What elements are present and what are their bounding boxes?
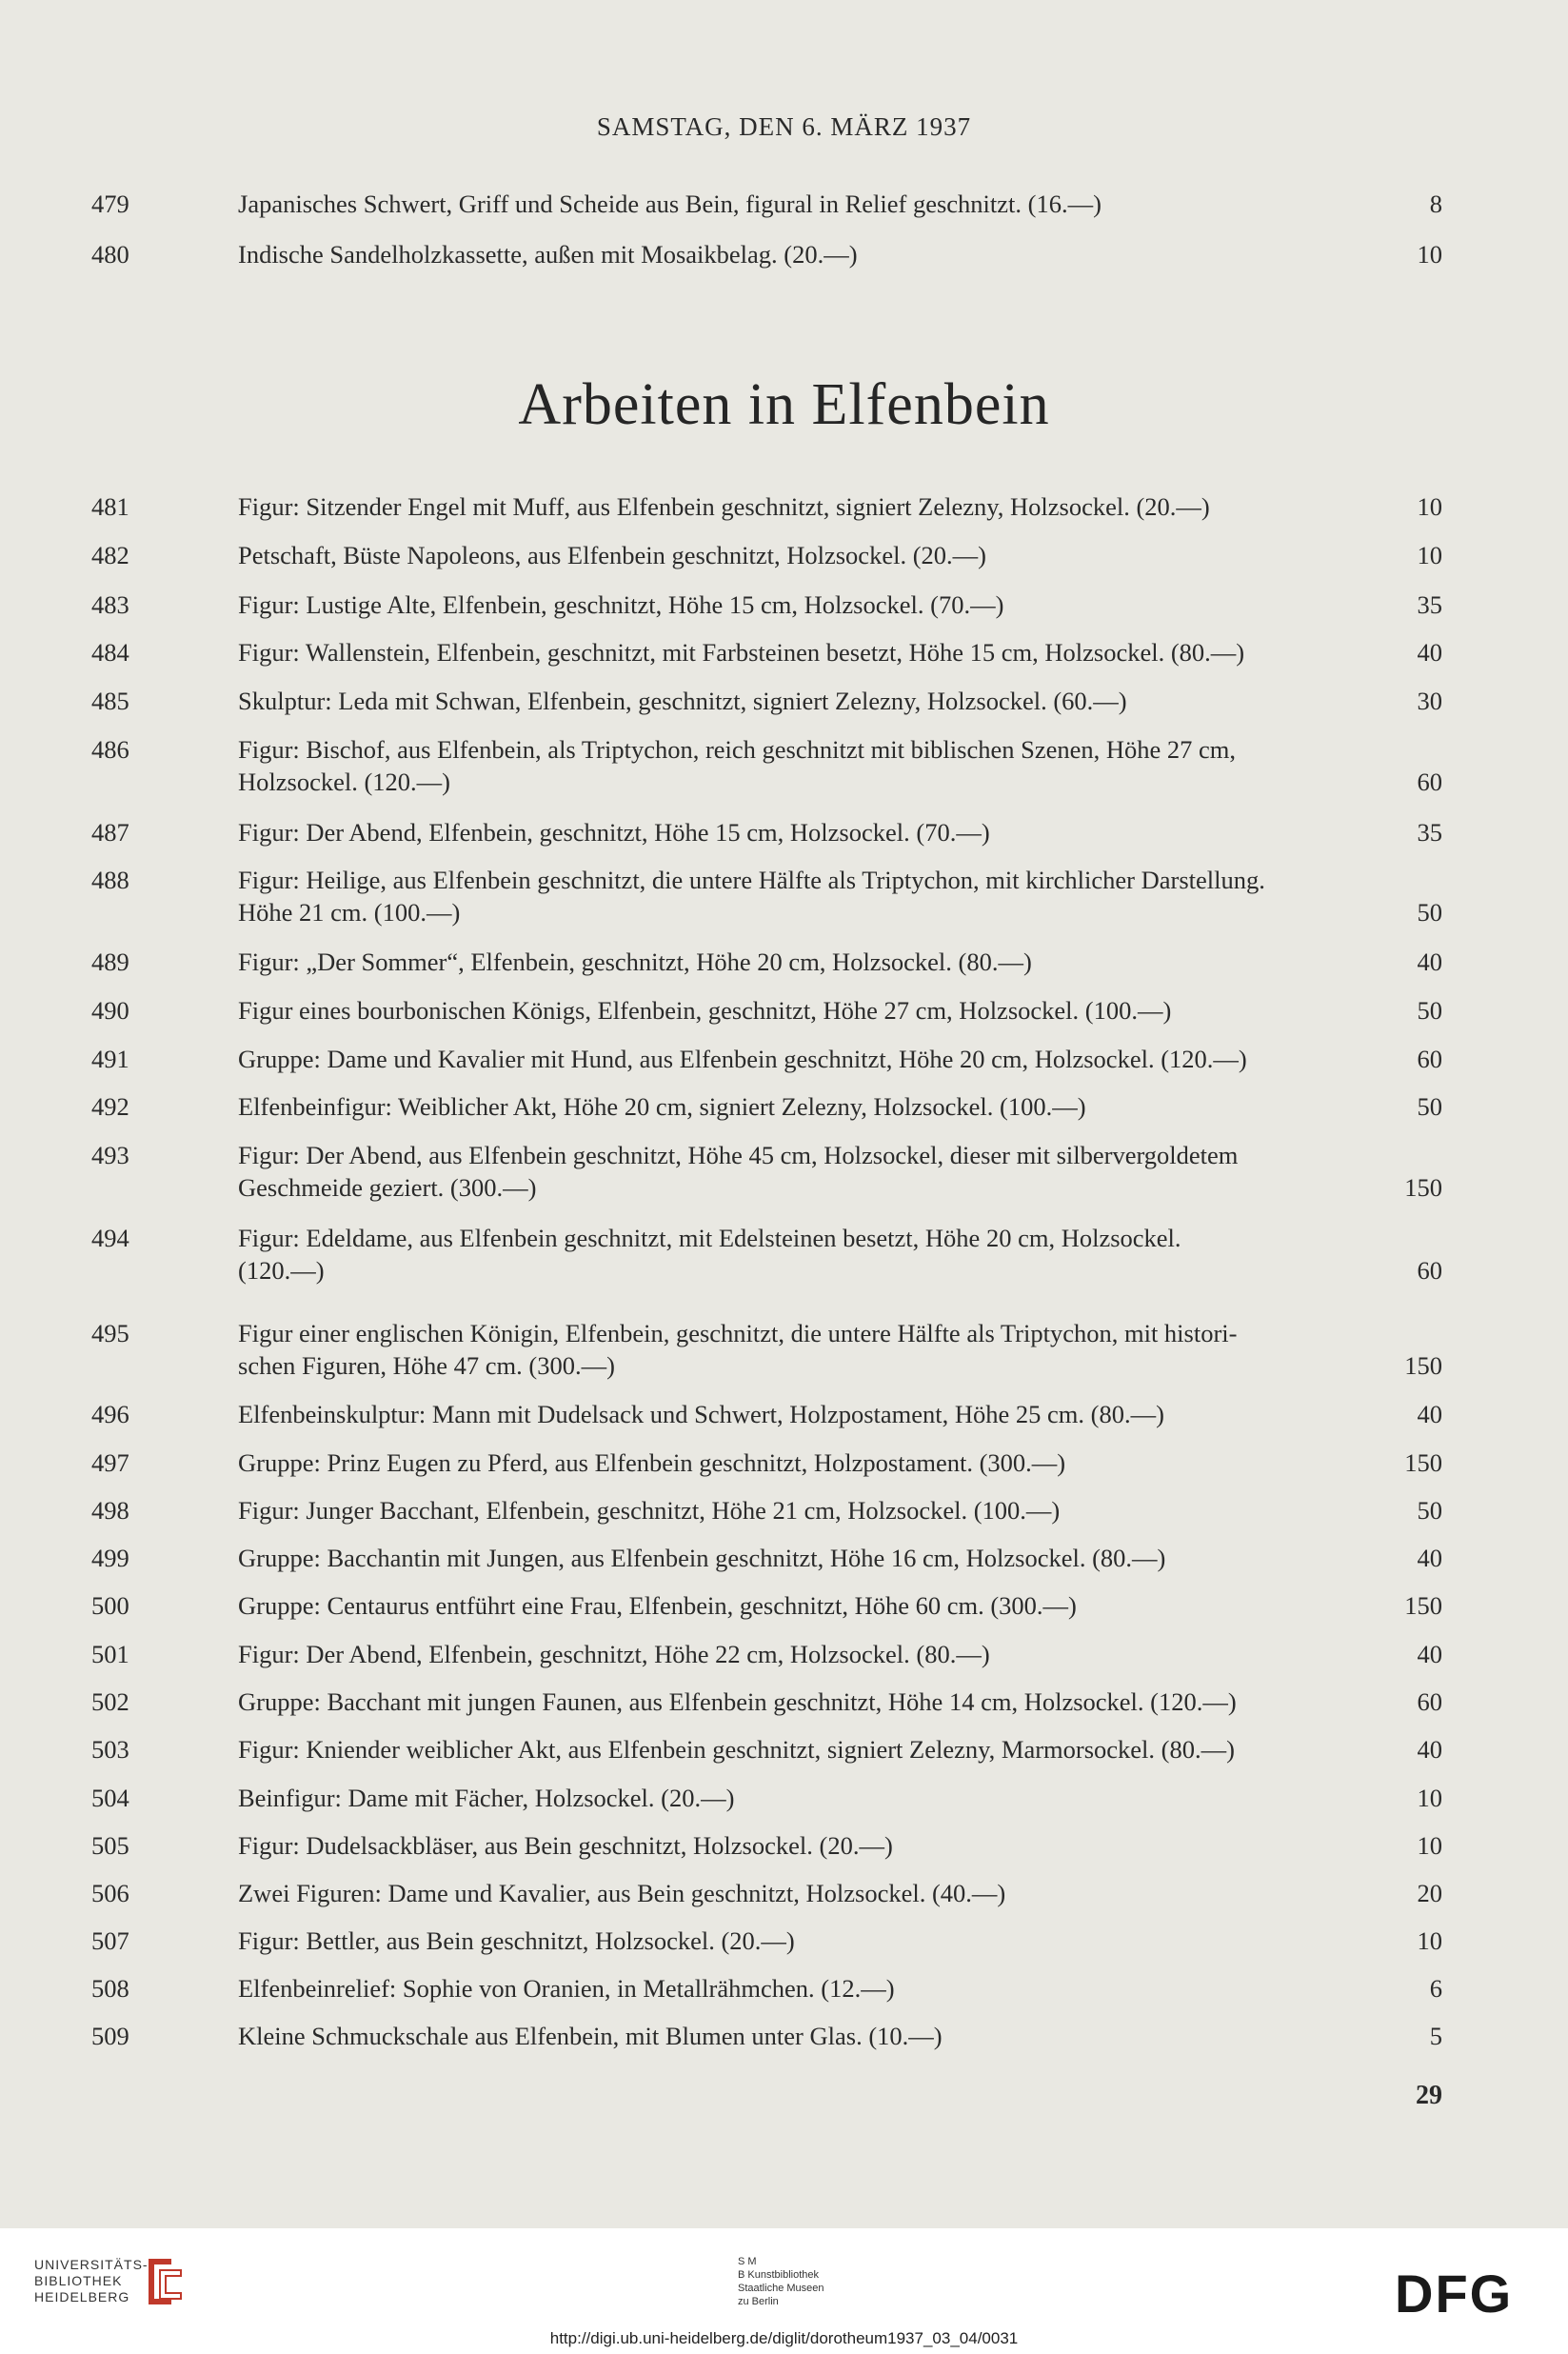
museum-credit-line: S M (738, 2256, 757, 2267)
catalog-entry (0, 539, 1568, 571)
lot-description: (120.—) (238, 1256, 325, 1285)
museum-credit (738, 2255, 824, 2308)
lot-number: 480 (91, 240, 129, 269)
lot-number: 488 (91, 866, 129, 894)
lot-description: schen Figuren, Höhe 47 cm. (300.—) (238, 1351, 615, 1380)
lot-number: 500 (91, 1591, 129, 1620)
lot-number: 483 (91, 590, 129, 619)
lot-description: Gruppe: Prinz Eugen zu Pferd, aus Elfenbein geschnitzt, Holzpostament. (300.—) (238, 1448, 1066, 1477)
catalog-entry (0, 2020, 1568, 2052)
museum-credit-line: Staatliche Museen (738, 2283, 824, 2294)
catalog-entry (0, 1317, 1568, 1382)
lot-number: 486 (91, 735, 129, 764)
catalog-entry (0, 1782, 1568, 1814)
lot-description: Geschmeide geziert. (300.—) (238, 1173, 537, 1202)
catalog-entry (0, 188, 1568, 220)
lot-description: Beinfigur: Dame mit Fächer, Holzsockel. (20.—) (238, 1784, 735, 1812)
lot-description: Figur: Bettler, aus Bein geschnitzt, Holzsockel. (20.—) (238, 1926, 795, 1955)
catalog-entry (0, 1043, 1568, 1075)
lot-description: Figur: Der Abend, aus Elfenbein geschnitzt, Höhe 45 cm, Holzsockel, dieser mit silbervergoldetem (238, 1141, 1239, 1169)
lot-number: 501 (91, 1640, 129, 1668)
catalog-entry (0, 588, 1568, 621)
lot-price: 10 (1417, 541, 1442, 569)
section-title: Arbeiten in Elfenbein (518, 372, 1050, 437)
catalog-entry (0, 816, 1568, 848)
lot-number: 494 (91, 1224, 129, 1252)
catalog-entry (0, 1829, 1568, 1862)
lot-price: 35 (1417, 590, 1442, 619)
lot-description: Figur: Bischof, aus Elfenbein, als Triptychon, reich geschnitzt mit biblischen Szenen, Höhe 27 cm, (238, 735, 1237, 764)
lot-price: 6 (1429, 1974, 1442, 2003)
catalog-entry (0, 946, 1568, 978)
university-logo-icon (143, 2253, 187, 2310)
lot-description: Zwei Figuren: Dame und Kavalier, aus Bein geschnitzt, Holzsockel. (40.—) (238, 1879, 1006, 1907)
lot-description: Figur: Heilige, aus Elfenbein geschnitzt, die untere Hälfte als Triptychon, mit kirchlicher Darstellung. (238, 866, 1265, 894)
catalog-entry (0, 685, 1568, 717)
lot-price: 50 (1417, 898, 1442, 927)
page-header: SAMSTAG, DEN 6. MÄRZ 1937 (596, 112, 972, 141)
lot-price: 150 (1404, 1448, 1442, 1477)
lot-price: 5 (1429, 2022, 1442, 2050)
lot-description: Gruppe: Dame und Kavalier mit Hund, aus Elfenbein geschnitzt, Höhe 20 cm, Holzsockel. (120.—) (238, 1045, 1247, 1073)
lot-price: 60 (1417, 1256, 1442, 1285)
lot-number: 484 (91, 638, 129, 667)
lot-number: 508 (91, 1974, 129, 2003)
lot-number: 485 (91, 687, 129, 715)
lot-description: Elfenbeinskulptur: Mann mit Dudelsack und Schwert, Holzpostament, Höhe 25 cm. (80.—) (238, 1400, 1164, 1428)
lot-price: 10 (1417, 240, 1442, 269)
lot-number: 493 (91, 1141, 129, 1169)
lot-description: Figur: Edeldame, aus Elfenbein geschnitzt, mit Edelsteinen besetzt, Höhe 20 cm, Holzsockel. (238, 1224, 1181, 1252)
lot-description: Gruppe: Bacchant mit jungen Faunen, aus Elfenbein geschnitzt, Höhe 14 cm, Holzsockel. (120.—) (238, 1687, 1237, 1716)
lot-number: 489 (91, 948, 129, 976)
lot-number: 505 (91, 1831, 129, 1860)
lot-price: 20 (1417, 1879, 1442, 1907)
lot-price: 150 (1404, 1591, 1442, 1620)
catalog-entry (0, 238, 1568, 270)
catalog-entry (0, 1589, 1568, 1622)
catalog-entry (0, 1877, 1568, 1909)
catalog-entry (0, 994, 1568, 1027)
lot-number: 503 (91, 1735, 129, 1764)
lot-description: Kleine Schmuckschale aus Elfenbein, mit Blumen unter Glas. (10.—) (238, 2022, 943, 2050)
catalog-entry (0, 1090, 1568, 1123)
lot-price: 40 (1417, 638, 1442, 667)
lot-description: Figur: Kniender weiblicher Akt, aus Elfenbein geschnitzt, signiert Zelezny, Marmorsockel. (80.—) (238, 1735, 1235, 1764)
lot-price: 30 (1417, 687, 1442, 715)
lot-price: 10 (1417, 1784, 1442, 1812)
lot-price: 50 (1417, 996, 1442, 1025)
catalog-entry (0, 1925, 1568, 1957)
lot-price: 10 (1417, 492, 1442, 521)
lot-number: 507 (91, 1926, 129, 1955)
lot-price: 35 (1417, 818, 1442, 847)
lot-price: 150 (1404, 1173, 1442, 1202)
lot-description: Figur: „Der Sommer“, Elfenbein, geschnitzt, Höhe 20 cm, Holzsockel. (80.—) (238, 948, 1032, 976)
catalog-entry (0, 636, 1568, 668)
catalog-entry (0, 1139, 1568, 1204)
lot-description: Figur: Lustige Alte, Elfenbein, geschnitzt, Höhe 15 cm, Holzsockel. (70.—) (238, 590, 1004, 619)
lot-price: 40 (1417, 1735, 1442, 1764)
lot-number: 479 (91, 190, 129, 218)
university-line: UNIVERSITÄTS- (34, 2257, 149, 2272)
footer-bar (0, 2228, 1568, 2354)
catalog-entry (0, 1446, 1568, 1479)
catalog-entry (0, 490, 1568, 523)
lot-number: 482 (91, 541, 129, 569)
source-url-link[interactable]: http://digi.ub.uni-heidelberg.de/diglit/dorotheum1937_03_04/0031 (549, 2329, 1019, 2347)
lot-number: 495 (91, 1319, 129, 1347)
lot-description: Figur: Sitzender Engel mit Muff, aus Elfenbein geschnitzt, signiert Zelezny, Holzsockel. (20.—) (238, 492, 1210, 521)
lot-description: Figur einer englischen Königin, Elfenbein, geschnitzt, die untere Hälfte als Triptychon, mit histori- (238, 1319, 1238, 1347)
lot-number: 504 (91, 1784, 129, 1812)
catalog-entry (0, 1542, 1568, 1574)
lot-price: 10 (1417, 1831, 1442, 1860)
lot-number: 498 (91, 1496, 129, 1525)
lot-number: 496 (91, 1400, 129, 1428)
lot-price: 40 (1417, 948, 1442, 976)
lot-price: 60 (1417, 768, 1442, 796)
lot-description: Figur: Wallenstein, Elfenbein, geschnitzt, mit Farbsteinen besetzt, Höhe 15 cm, Holzsockel. (80.—) (238, 638, 1245, 667)
lot-price: 40 (1417, 1640, 1442, 1668)
lot-description: Petschaft, Büste Napoleons, aus Elfenbein geschnitzt, Holzsockel. (20.—) (238, 541, 986, 569)
university-line: HEIDELBERG (34, 2289, 130, 2304)
lot-description: Figur: Junger Bacchant, Elfenbein, geschnitzt, Höhe 21 cm, Holzsockel. (100.—) (238, 1496, 1061, 1525)
page-number: 29 (1416, 2081, 1442, 2110)
lot-description: Gruppe: Bacchantin mit Jungen, aus Elfenbein geschnitzt, Höhe 16 cm, Holzsockel. (80.—) (238, 1544, 1166, 1572)
lot-description: Japanisches Schwert, Griff und Scheide aus Bein, figural in Relief geschnitzt. (16.—) (238, 190, 1102, 218)
lot-price: 60 (1417, 1687, 1442, 1716)
lot-description: Höhe 21 cm. (100.—) (238, 898, 461, 927)
university-library-name (34, 2257, 149, 2305)
museum-credit-line: zu Berlin (738, 2296, 779, 2307)
lot-description: Figur: Dudelsackbläser, aus Bein geschnitzt, Holzsockel. (20.—) (238, 1831, 893, 1860)
lot-description: Figur: Der Abend, Elfenbein, geschnitzt, Höhe 22 cm, Holzsockel. (80.—) (238, 1640, 990, 1668)
lot-number: 502 (91, 1687, 129, 1716)
catalog-entry (0, 1972, 1568, 2005)
lot-description: Indische Sandelholzkassette, außen mit Mosaikbelag. (20.—) (238, 240, 858, 269)
lot-number: 481 (91, 492, 129, 521)
lot-number: 487 (91, 818, 129, 847)
dfg-logo: DFG (1395, 2264, 1514, 2324)
lot-price: 40 (1417, 1544, 1442, 1572)
lot-number: 509 (91, 2022, 129, 2050)
lot-number: 499 (91, 1544, 129, 1572)
lot-description: Holzsockel. (120.—) (238, 768, 450, 796)
lot-price: 50 (1417, 1092, 1442, 1121)
catalog-entry (0, 1494, 1568, 1526)
lot-number: 491 (91, 1045, 129, 1073)
lot-description: Elfenbeinfigur: Weiblicher Akt, Höhe 20 cm, signiert Zelezny, Holzsockel. (100.—) (238, 1092, 1086, 1121)
lot-price: 40 (1417, 1400, 1442, 1428)
catalog-entry (0, 1222, 1568, 1287)
lot-number: 492 (91, 1092, 129, 1121)
catalog-entry (0, 1398, 1568, 1430)
lot-description: Figur eines bourbonischen Königs, Elfenbein, geschnitzt, Höhe 27 cm, Holzsockel. (100.—) (238, 996, 1172, 1025)
museum-credit-line: B Kunstbibliothek (738, 2269, 819, 2281)
catalog-entry (0, 733, 1568, 798)
catalog-entry (0, 1638, 1568, 1670)
lot-price: 150 (1404, 1351, 1442, 1380)
lot-description: Figur: Der Abend, Elfenbein, geschnitzt, Höhe 15 cm, Holzsockel. (70.—) (238, 818, 990, 847)
lot-number: 506 (91, 1879, 129, 1907)
catalog-entry (0, 1686, 1568, 1718)
university-line: BIBLIOTHEK (34, 2273, 123, 2288)
catalog-entry (0, 1733, 1568, 1766)
lot-price: 50 (1417, 1496, 1442, 1525)
lot-description: Elfenbeinrelief: Sophie von Oranien, in Metallrähmchen. (12.—) (238, 1974, 895, 2003)
catalog-entry (0, 864, 1568, 928)
lot-price: 8 (1429, 190, 1442, 218)
lot-price: 60 (1417, 1045, 1442, 1073)
lot-number: 490 (91, 996, 129, 1025)
lot-price: 10 (1417, 1926, 1442, 1955)
lot-number: 497 (91, 1448, 129, 1477)
lot-description: Skulptur: Leda mit Schwan, Elfenbein, geschnitzt, signiert Zelezny, Holzsockel. (60.—) (238, 687, 1127, 715)
lot-description: Gruppe: Centaurus entführt eine Frau, Elfenbein, geschnitzt, Höhe 60 cm. (300.—) (238, 1591, 1077, 1620)
